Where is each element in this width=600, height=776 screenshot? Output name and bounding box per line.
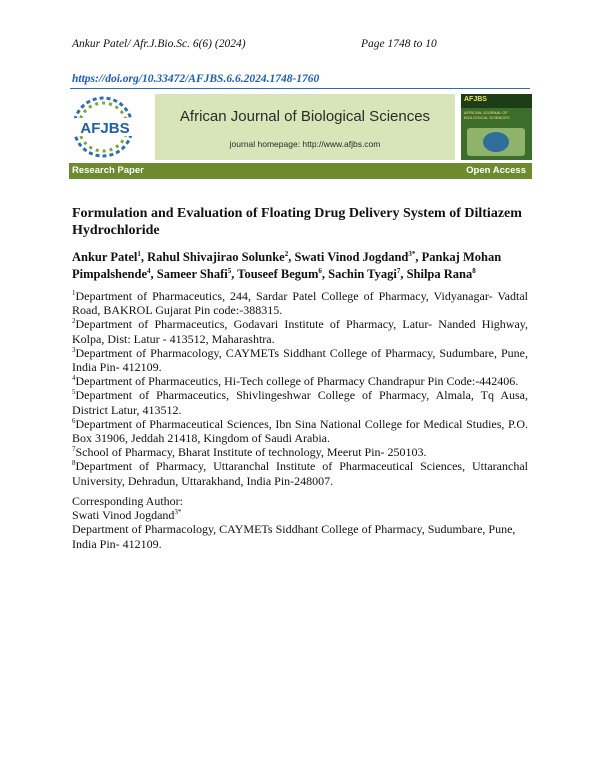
- affiliation-item: $^6$Department of Pharmaceutical Sciences, Ibn Sina National College for Medical Studies, P.O. Box 31906, Jeddah 21418, Kingdom of Saudi Arabia.: [72, 416, 528, 446]
- corresponding-name: Swati Vinod Jogdand$^{3*}$: [72, 508, 182, 523]
- affiliation-item: $^1$Department of Pharmaceutics, 244, Sardar Patel College of Pharmacy, Vidyanagar- Vadtal Road, BAKROL Gujarat Pin code:-388315.: [72, 289, 528, 318]
- affiliation-item: $^3$Department of Pharmacology, CAYMETs Siddhant College of Pharmacy, Sudumbare, Pune, India Pin- 412109.: [72, 345, 528, 375]
- author-name: Ankur Patel: [72, 250, 138, 264]
- page-range: Page 1748 to 10: [361, 38, 437, 50]
- journal-banner: [69, 93, 532, 182]
- journal-masthead: [155, 94, 455, 160]
- author-name: Swati Vinod Jogdand: [294, 250, 409, 264]
- affiliation-item: $^5$Department of Pharmaceutics, Shivlingeshwar College of Pharmacy, Almala, Tq Ausa, District Latur, 413512.: [72, 388, 528, 417]
- svg-text:AFJBS: AFJBS: [80, 120, 130, 137]
- journal-title: African Journal of Biological Sciences: [179, 108, 431, 125]
- journal-logo: [69, 94, 151, 160]
- author-list: Ankur Patel$^1$, Rahul Shivajirao Solunke$^2$, Swati Vinod Jogdand$^{3*}$, Pankaj Mohan Pimpalshende$^4$, Sameer Shafi$^5$, Touseef Begum$^6$, Sachin Tyagi$^7$, Shilpa Rana$^8$: [72, 249, 502, 281]
- cover-title: AFJBS: [464, 96, 487, 103]
- running-head: [72, 38, 528, 54]
- cover-subtitle: AFRICAN JOURNAL OF BIOLOGICAL SCIENCES: [464, 110, 510, 120]
- author-name: Sameer Shafi: [156, 267, 228, 281]
- affiliation-list: [72, 289, 528, 488]
- affiliation-item: $^4$Department of Pharmaceutics, Hi-Tech college of Pharmacy Chandrapur Pin Code:-442406.: [72, 374, 519, 389]
- affiliation-item: $^2$Department of Pharmaceutics, Godavari Institute of Pharmacy, Latur- Nanded Highway, Kolpa, Dist: Latur - 413512, Maharashtra.: [72, 317, 528, 346]
- affiliation-item: $^7$School of Pharmacy, Bharat Institute of technology, Meerut Pin- 250103.: [72, 445, 427, 460]
- journal-homepage[interactable]: journal homepage: http://www.afjbs.com: [229, 139, 381, 149]
- affiliation-item: $^8$Department of Pharmacy, Uttaranchal Institute of Pharmaceutical Sciences, Uttaranchal University, Dehradun, Uttarakhand, India Pin-248007.: [72, 459, 528, 488]
- divider: [70, 88, 530, 89]
- paper-title: Formulation and Evaluation of Floating Drug Delivery System of Diltiazem Hydrochloride: [72, 206, 522, 238]
- doi-link[interactable]: https://doi.org/10.33472/AFJBS.6.6.2024.1748-1760: [72, 73, 320, 85]
- author-name: Rahul Shivajirao Solunke: [147, 250, 285, 264]
- author-name: Touseef Begum: [237, 267, 319, 281]
- corresponding-label: Corresponding Author:: [72, 494, 183, 508]
- corresponding-author: [72, 494, 528, 551]
- journal-cover-image: [461, 94, 532, 160]
- author-name: Pankaj Mohan Pimpalshende: [72, 250, 502, 281]
- author-name: Shilpa Rana: [406, 267, 473, 281]
- open-access-label: Open Access: [466, 165, 526, 176]
- article-type: Research Paper: [72, 165, 144, 176]
- article-type-strip: [69, 163, 532, 179]
- citation: Ankur Patel/ Afr.J.Bio.Sc. 6(6) (2024): [72, 38, 246, 50]
- author-name: Sachin Tyagi: [328, 267, 397, 281]
- corresponding-address: Department of Pharmacology, CAYMETs Siddhant College of Pharmacy, Sudumbare, Pune, India Pin- 412109.: [72, 522, 516, 551]
